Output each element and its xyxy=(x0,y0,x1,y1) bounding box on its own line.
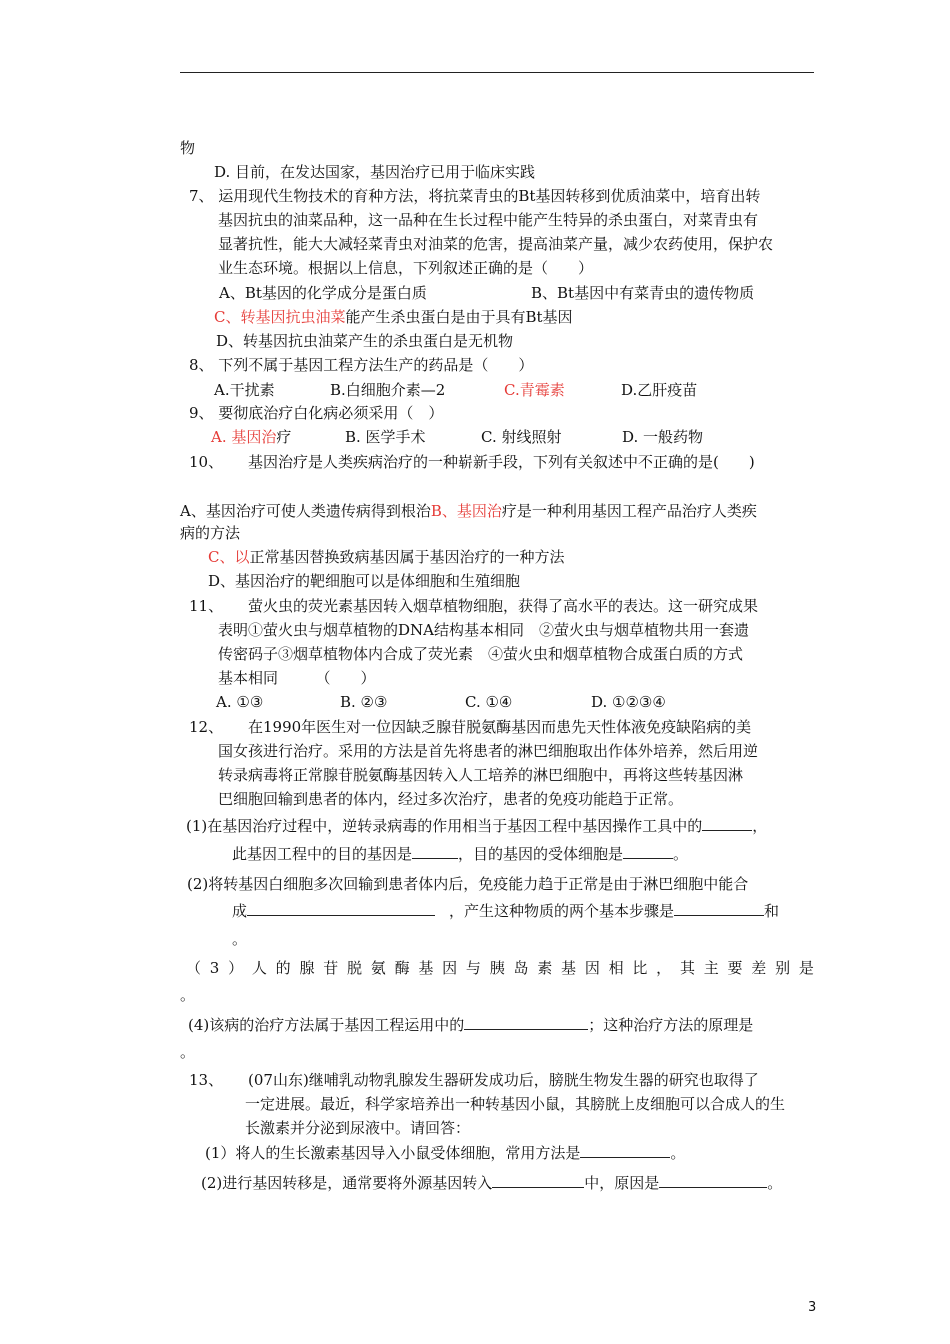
text: （ xyxy=(186,959,202,977)
text: 基 xyxy=(561,959,577,977)
text: 因 xyxy=(584,959,600,977)
text-line: 转录病毒将正常腺苷脱氨酶基因转入人工培养的淋巴细胞中，再将这些转基因淋 xyxy=(218,766,744,784)
text: ， xyxy=(656,959,672,977)
text: 其 xyxy=(679,959,695,977)
text: 和 xyxy=(764,902,780,920)
answer-blank[interactable] xyxy=(580,1142,670,1158)
text-line: 。 xyxy=(180,986,196,1004)
text: 。 xyxy=(767,1174,783,1192)
text: 正常基因替换致病基因属于基因治疗的一种方法 xyxy=(249,548,565,566)
sub-question-3 xyxy=(186,957,814,979)
answer-blank[interactable] xyxy=(702,815,752,831)
option-d: D.乙肝疫苗 xyxy=(621,381,698,399)
text: 与 xyxy=(465,959,481,977)
question-7: 7、 运用现代生物技术的育种方法，将抗菜青虫的Bt基因转移到优质油菜中，培育出转 xyxy=(189,187,761,205)
text: 疗 xyxy=(276,428,292,446)
question-number: 12、 xyxy=(189,718,224,736)
highlight: C、转基因抗虫油菜 xyxy=(214,308,346,326)
text: (1）将人的生长激素基因导入小鼠受体细胞，常用方法是 xyxy=(205,1144,581,1162)
option-c: C. ①④ xyxy=(465,693,513,711)
text-line: 。 xyxy=(180,1043,196,1061)
text-line: 长激素并分泌到尿液中。请回答： xyxy=(245,1119,471,1137)
text-line: 一定进展。最近，科学家培养出一种转基因小鼠，其膀胱上皮细胞可以合成人的生 xyxy=(245,1095,786,1113)
question-13: (07山东)继哺乳动物乳腺发生器研发成功后，膀胱生物发生器的研究也取得了 xyxy=(248,1071,759,1089)
answer-blank[interactable] xyxy=(674,900,764,916)
text: ， xyxy=(752,817,768,835)
highlight: A. 基因治 xyxy=(211,428,277,446)
text-line: 表明①萤火虫与烟草植物的DNA结构基本相同 ②萤火虫与烟草植物共用一套遗 xyxy=(218,621,749,639)
text: 差 xyxy=(751,959,767,977)
text: 能产生杀虫蛋白是由于具有Bt基因 xyxy=(345,308,573,326)
question-11: 萤火虫的荧光素基因转入烟草植物细胞，获得了高水平的表达。这一研究成果 xyxy=(248,597,759,615)
answer-blank[interactable] xyxy=(659,1172,767,1188)
text: (4)该病的治疗方法属于基因工程运用中的 xyxy=(188,1016,465,1034)
highlight: B、基因治 xyxy=(430,502,502,520)
option-a: A、Bt基因的化学成分是蛋白质 xyxy=(219,284,427,302)
option-b: B、Bt基因中有菜青虫的遗传物质 xyxy=(531,284,755,302)
text-line: 基本相同 （ ） xyxy=(218,669,376,687)
text: ） xyxy=(228,959,244,977)
text: 氨 xyxy=(370,959,386,977)
option-c: C.青霉素 xyxy=(504,381,565,399)
text: 人 xyxy=(251,959,267,977)
text: 比 xyxy=(632,959,648,977)
header-rule xyxy=(180,72,814,73)
option-b: B.白细胞介素—2 xyxy=(330,381,446,399)
text: 脱 xyxy=(347,959,363,977)
question-number: 10、 xyxy=(189,453,224,471)
option-c xyxy=(208,546,565,568)
text: 是 xyxy=(798,959,814,977)
text: 胰 xyxy=(489,959,505,977)
text: 因 xyxy=(442,959,458,977)
option-c xyxy=(214,306,573,328)
text: 素 xyxy=(537,959,553,977)
text: 此基因工程中的目的基因是 xyxy=(232,845,413,863)
sub-question-2 xyxy=(201,1172,782,1194)
text: 相 xyxy=(608,959,624,977)
text-line: 基因抗虫的油菜品种，这一品种在生长过程中能产生特异的杀虫蛋白，对菜青虫有 xyxy=(218,211,759,229)
answer-blank[interactable] xyxy=(464,1014,588,1030)
text: 的 xyxy=(275,959,291,977)
text: 腺 xyxy=(299,959,315,977)
text: 别 xyxy=(775,959,791,977)
sub-question-4 xyxy=(188,1014,753,1036)
page-number: 3 xyxy=(808,1300,817,1315)
option-d: D. 一般药物 xyxy=(622,428,704,446)
question-number: 13、 xyxy=(189,1071,224,1089)
sub-question-1 xyxy=(186,815,767,837)
text: 岛 xyxy=(513,959,529,977)
text: 主 xyxy=(703,959,719,977)
sub-question-1 xyxy=(205,1142,685,1164)
text: A、基因治疗可使人类遗传病得到根治 xyxy=(180,502,431,520)
option-b: B. 医学手术 xyxy=(345,428,426,446)
text: ，产生这种物质的两个基本步骤是 xyxy=(449,902,675,920)
answer-blank[interactable] xyxy=(412,843,458,859)
text: ，目的基因的受体细胞是 xyxy=(458,845,624,863)
text-line: 。 xyxy=(232,930,248,948)
text-line: 显著抗性，能大大减轻菜青虫对油菜的危害，提高油菜产量，减少农药使用，保护农 xyxy=(218,235,774,253)
option-a: A. ①③ xyxy=(216,693,264,711)
text: 苷 xyxy=(323,959,339,977)
option-a-b xyxy=(180,500,757,522)
text: 酶 xyxy=(394,959,410,977)
text: 成 xyxy=(232,902,248,920)
text-line: 巴细胞回输到患者的体内，经过多次治疗，患者的免疫功能趋于正常。 xyxy=(218,790,684,808)
text-line: 国女孩进行治疗。采用的方法是首先将患者的淋巴细胞取出作体外培养，然后用逆 xyxy=(218,742,759,760)
answer-blank[interactable] xyxy=(492,1172,584,1188)
text-line: 物 xyxy=(180,139,196,157)
option-c: C. 射线照射 xyxy=(481,428,562,446)
question-10: 基因治疗是人类疾病治疗的一种崭新手段，下列有关叙述中不正确的是( ) xyxy=(248,453,755,471)
answer-blank[interactable] xyxy=(623,843,673,859)
text: 。 xyxy=(670,1144,686,1162)
question-8: 8、 下列不属于基因工程方法生产的药品是（ ） xyxy=(189,356,534,374)
text: 3 xyxy=(209,959,220,977)
text: (2)进行基因转移是，通常要将外源基因转入 xyxy=(201,1174,493,1192)
option-a: A.干扰素 xyxy=(214,381,275,399)
text: 基 xyxy=(418,959,434,977)
highlight: C、以 xyxy=(208,548,250,566)
option-b: B. ②③ xyxy=(340,693,388,711)
text-line: D. 目前，在发达国家，基因治疗已用于临床实践 xyxy=(214,163,536,181)
option-d: D、基因治疗的靶细胞可以是体细胞和生殖细胞 xyxy=(208,572,521,590)
sub-question-2: (2)将转基因白细胞多次回输到患者体内后，免疫能力趋于正常是由于淋巴细胞中能合 xyxy=(187,875,749,893)
text: 疗是一种利用基因工程产品治疗人类疾 xyxy=(501,502,757,520)
text: ；这种治疗方法的原理是 xyxy=(588,1016,754,1034)
text-line: 病的方法 xyxy=(180,524,241,542)
text-line: 传密码子③烟草植物体内合成了荧光素 ④萤火虫和烟草植物合成蛋白质的方式 xyxy=(218,645,744,663)
option-a xyxy=(211,426,291,448)
question-12: 在1990年医生对一位因缺乏腺苷脱氨酶基因而患先天性体液免疫缺陷病的美 xyxy=(248,718,752,736)
text: 中，原因是 xyxy=(584,1174,660,1192)
option-d: D. ①②③④ xyxy=(591,693,666,711)
text-line xyxy=(232,843,688,865)
text-line: 业生态环境。根据以上信息，下列叙述正确的是（ ） xyxy=(218,259,594,277)
text: 要 xyxy=(727,959,743,977)
text: 。 xyxy=(673,845,689,863)
option-d: D、转基因抗虫油菜产生的杀虫蛋白是无机物 xyxy=(216,332,514,350)
question-9: 9、 要彻底治疗白化病必须采用（ ） xyxy=(189,404,444,422)
text-line xyxy=(232,900,779,922)
text: (1)在基因治疗过程中，逆转录病毒的作用相当于基因工程中基因操作工具中的 xyxy=(186,817,703,835)
answer-blank[interactable] xyxy=(247,900,435,916)
question-number: 11、 xyxy=(189,597,224,615)
